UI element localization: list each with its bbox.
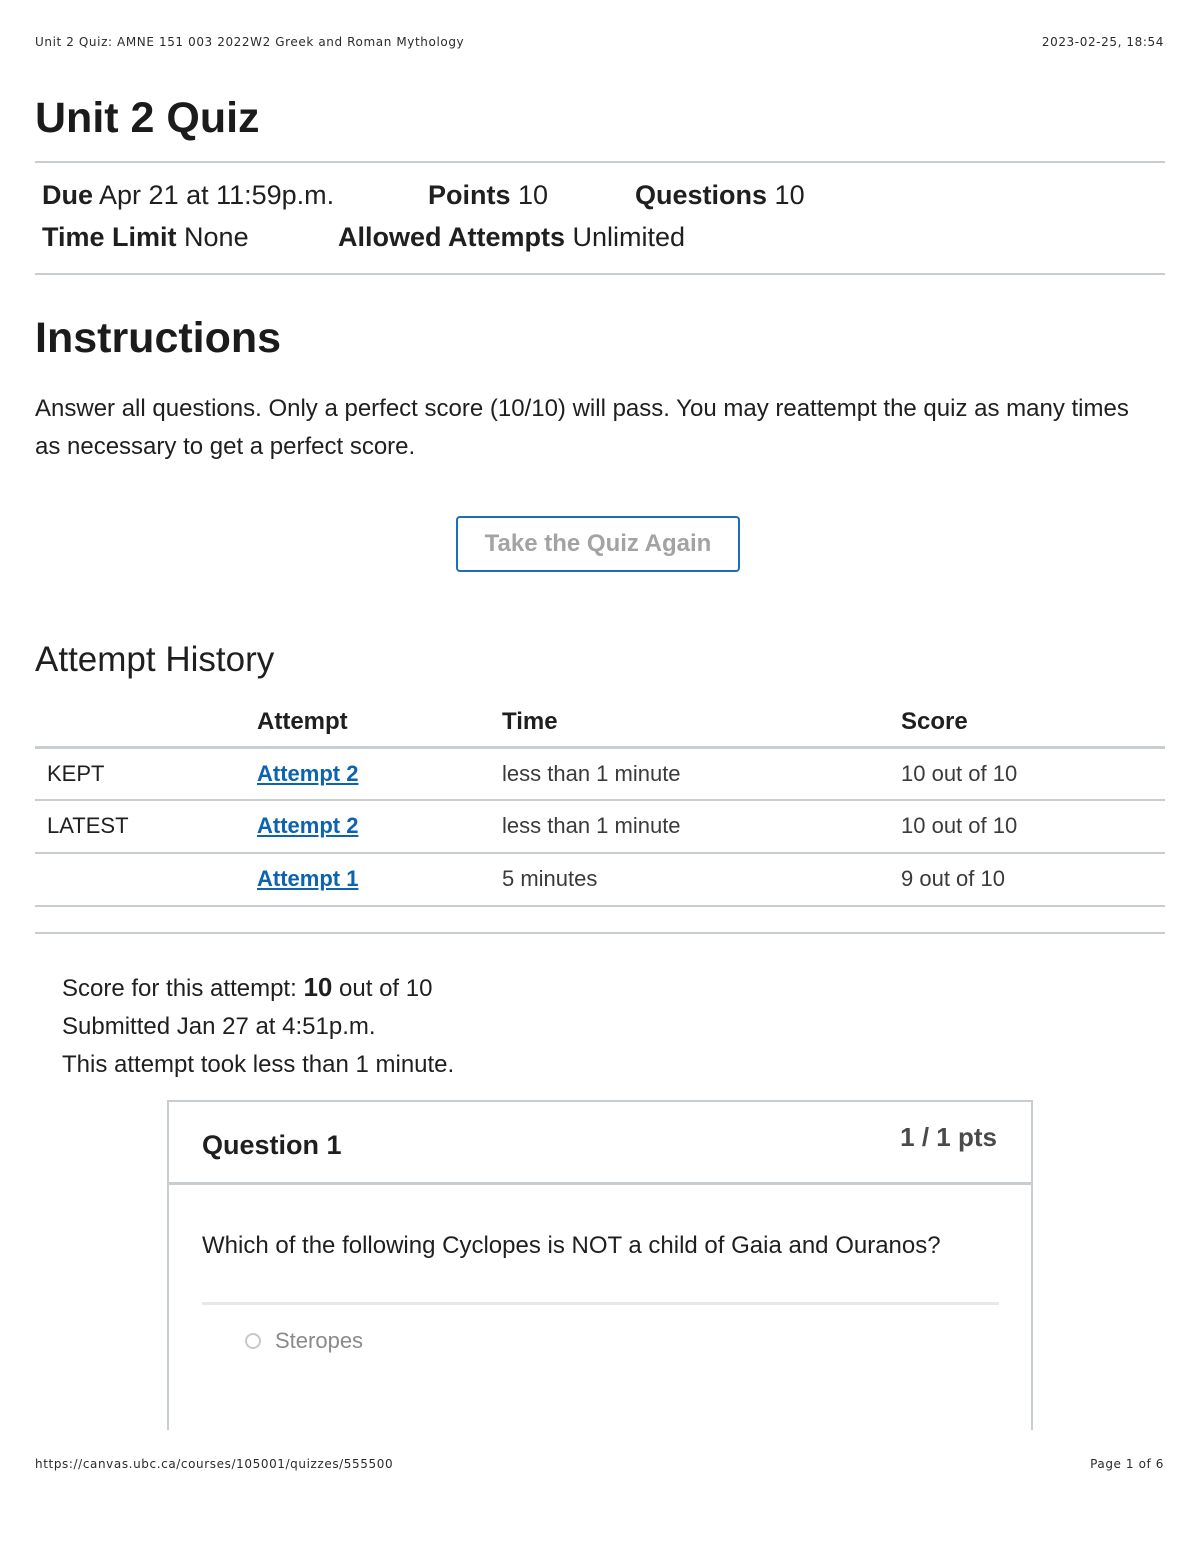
- attempt-score-line: [62, 968, 454, 1008]
- instructions-text: Answer all questions. Only a perfect score (10/10) will pass. You may reattempt the quiz as many times as necessary to get a perfect score.: [35, 395, 1129, 460]
- column-header-attempt: Attempt: [257, 708, 348, 735]
- allowed-attempts-value: Unlimited: [572, 222, 686, 252]
- due-value: Apr 21 at 11:59p.m.: [99, 180, 335, 210]
- time-limit-value: None: [184, 222, 249, 252]
- divider: [35, 273, 1165, 275]
- attempt-link[interactable]: Attempt 2: [257, 813, 359, 838]
- column-header-time: Time: [502, 708, 558, 735]
- question-header: [169, 1102, 1031, 1185]
- allowed-attempts-detail: [338, 222, 685, 253]
- divider: [202, 1302, 999, 1305]
- table-header-row: [35, 700, 1165, 749]
- question-title: Question 1: [202, 1130, 342, 1160]
- attempt-link[interactable]: Attempt 2: [257, 761, 359, 786]
- time-limit-label: Time Limit: [42, 222, 177, 252]
- score-value: 10: [303, 972, 333, 1002]
- question-card: [167, 1100, 1033, 1430]
- submitted-time: Submitted Jan 27 at 4:51p.m.: [62, 1013, 376, 1040]
- print-header-title: Unit 2 Quiz: AMNE 151 003 2022W2 Greek and Roman Mythology: [35, 35, 465, 49]
- score-suffix: out of 10: [339, 975, 433, 1002]
- answer-label: Steropes: [275, 1328, 364, 1353]
- table-row: [35, 801, 1165, 854]
- table-row: [35, 749, 1165, 801]
- attempt-status: KEPT: [47, 761, 105, 786]
- attempt-status: LATEST: [47, 813, 129, 838]
- attempt-history-heading: Attempt History: [35, 640, 275, 679]
- divider: [35, 161, 1165, 163]
- attempt-link[interactable]: Attempt 1: [257, 866, 359, 891]
- due-label: Due: [42, 180, 94, 210]
- print-header: [35, 35, 1164, 49]
- points-value: 10: [518, 180, 549, 210]
- column-header-score: Score: [901, 708, 968, 735]
- attempt-duration: This attempt took less than 1 minute.: [62, 1051, 455, 1078]
- take-quiz-again-button[interactable]: Take the Quiz Again: [456, 516, 740, 572]
- attempt-score: 9 out of 10: [901, 866, 1005, 891]
- attempt-time: less than 1 minute: [502, 813, 681, 838]
- attempt-time: 5 minutes: [502, 866, 598, 891]
- instructions-heading: Instructions: [35, 314, 282, 362]
- quiz-details-row-1: [42, 180, 334, 211]
- attempt-score: 10 out of 10: [901, 813, 1018, 838]
- radio-icon[interactable]: [245, 1333, 261, 1349]
- score-prefix: Score for this attempt:: [62, 975, 297, 1002]
- print-header-timestamp: 2023-02-25, 18:54: [1041, 35, 1164, 49]
- attempt-history-table: [35, 700, 1165, 907]
- page-title: Unit 2 Quiz: [35, 94, 260, 142]
- questions-value: 10: [774, 180, 805, 210]
- attempt-score: 10 out of 10: [901, 761, 1018, 786]
- print-footer-url: https://canvas.ubc.ca/courses/105001/quizzes/555500: [35, 1457, 394, 1471]
- questions-detail: [635, 180, 805, 211]
- attempt-summary: [62, 968, 454, 1084]
- allowed-attempts-label: Allowed Attempts: [338, 222, 566, 252]
- points-detail: [428, 180, 548, 211]
- attempt-time: less than 1 minute: [502, 761, 681, 786]
- page-number: Page 1 of 6: [1090, 1457, 1164, 1471]
- time-limit-detail: [42, 222, 249, 253]
- question-points: 1 / 1 pts: [900, 1122, 997, 1152]
- print-footer: [35, 1457, 1164, 1471]
- table-row: [35, 854, 1165, 907]
- divider: [35, 932, 1165, 934]
- question-text: Which of the following Cyclopes is NOT a child of Gaia and Ouranos?: [202, 1232, 941, 1259]
- points-label: Points: [428, 180, 511, 210]
- answer-option[interactable]: [245, 1328, 363, 1354]
- questions-label: Questions: [635, 180, 768, 210]
